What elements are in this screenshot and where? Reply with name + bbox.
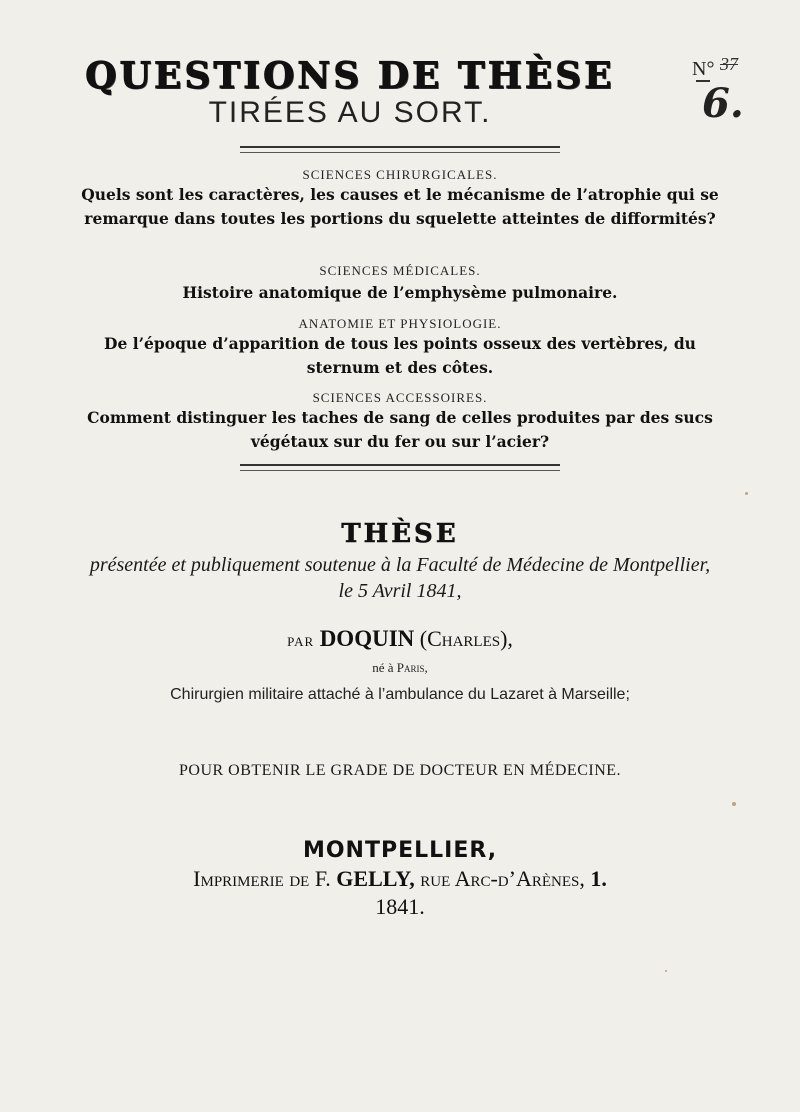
born-city: Paris,: [396, 660, 428, 675]
printer-number: 1.: [590, 866, 607, 891]
divider-rule: [240, 464, 560, 471]
author-given-name: (Charles),: [419, 626, 513, 651]
printer-address: rue Arc-d’Arènes,: [420, 866, 585, 891]
number-label: N°: [692, 58, 715, 80]
imprint-year: 1841.: [375, 894, 425, 919]
section-label: SCIENCES ACCESSOIRES.: [312, 390, 488, 405]
page-subtitle: TIRÉES AU SORT.: [208, 96, 492, 129]
printer-prefix: Imprimerie de F.: [193, 866, 331, 891]
divider-rule: [240, 146, 560, 153]
birthplace: [40, 660, 760, 676]
question-text: Histoire anatomique de l’emphysème pulmonaire.: [182, 283, 618, 302]
question-text: Quels sont les caractères, les causes et le mécanisme de l’atrophie qui se remarque dans toutes les portions du squelette atteintes de difformités?: [81, 185, 719, 228]
author-surname: DOQUIN: [319, 626, 415, 651]
printer-name: GELLY,: [336, 866, 415, 891]
author-line: [40, 626, 760, 652]
number-value: 37: [720, 54, 738, 74]
by-label: PAR: [287, 634, 315, 649]
presentation-line: présentée et publiquement soutenue à la Faculté de Médecine de Montpellier,: [89, 554, 711, 576]
paper-speck: [732, 802, 736, 806]
thesis-heading: THÈSE: [341, 519, 459, 549]
imprint-printer: [40, 866, 760, 892]
paper-speck: [745, 492, 748, 495]
section-label: SCIENCES MÉDICALES.: [319, 263, 481, 278]
handwritten-mark: 6.: [702, 80, 744, 127]
section-label: SCIENCES CHIRURGICALES.: [302, 167, 498, 182]
imprint-city: MONTPELLIER,: [302, 838, 498, 863]
section-label: ANATOMIE ET PHYSIOLOGIE.: [298, 316, 502, 331]
page-title: QUESTIONS DE THÈSE: [85, 55, 615, 97]
paper-speck: [665, 970, 667, 972]
question-text: Comment distinguer les taches de sang de celles produites par des sucs végétaux sur du fer ou sur l’acier?: [87, 408, 713, 451]
degree-line: POUR OBTENIR LE GRADE DE DOCTEUR EN MÉDECINE.: [178, 762, 622, 779]
born-prefix: né à: [372, 660, 394, 675]
question-text: De l’époque d’apparition de tous les points osseux des vertèbres, du sternum et des côtes.: [104, 334, 696, 377]
presentation-date: le 5 Avril 1841,: [338, 580, 462, 602]
author-position: Chirurgien militaire attaché à l’ambulance du Lazaret à Marseille;: [170, 686, 630, 703]
